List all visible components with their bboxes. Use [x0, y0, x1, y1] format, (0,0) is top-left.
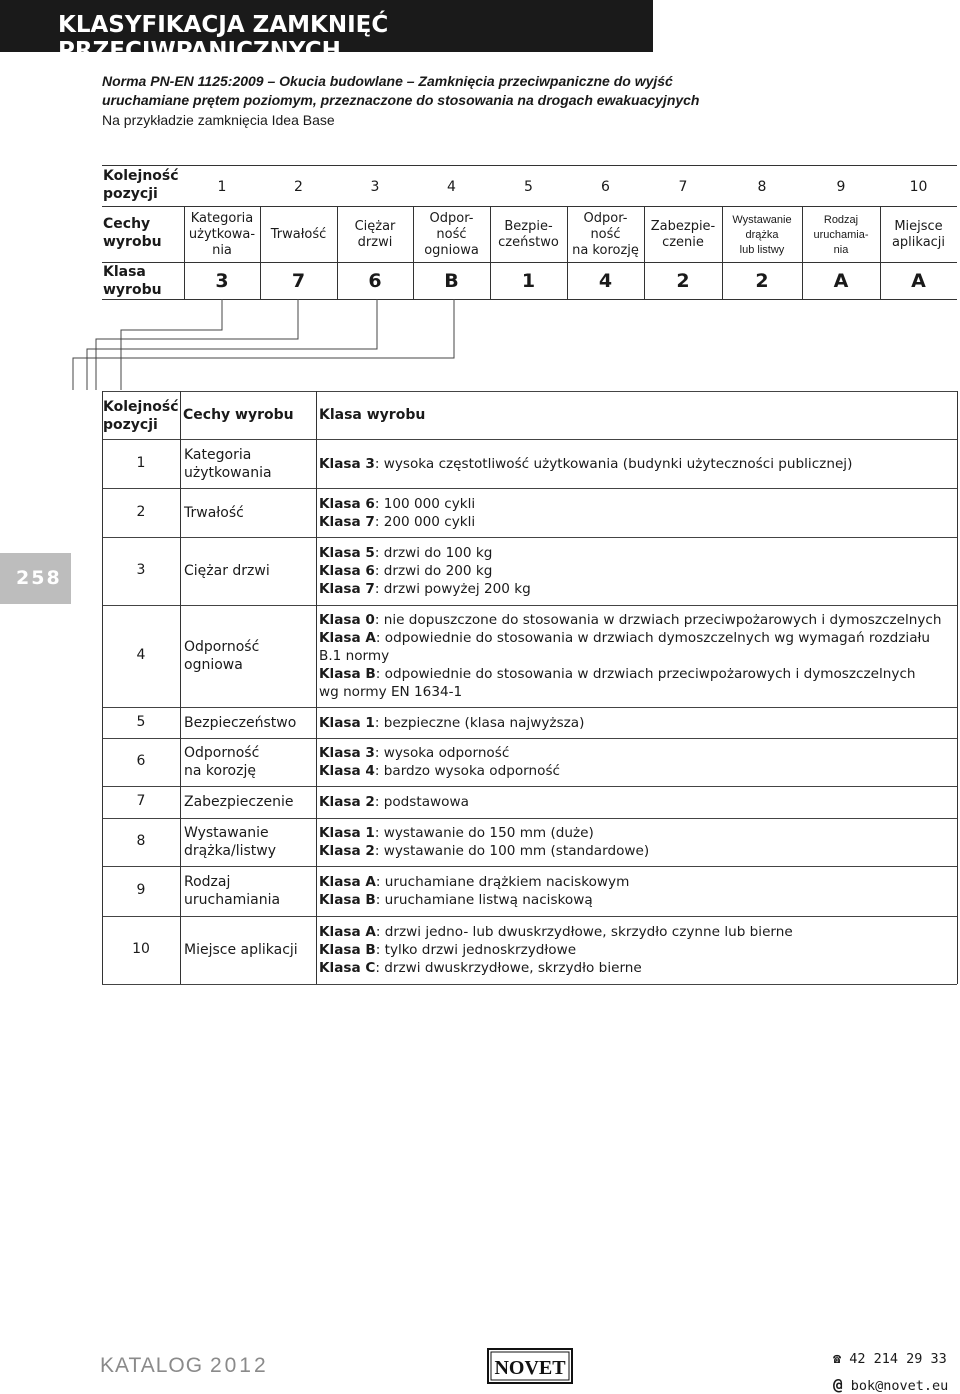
class-label: Klasa 2: [319, 843, 375, 859]
class-text: : nie dopuszczone do stosowania w drzwiach przeciwpożarowych i dymoszczelnych: [374, 612, 942, 628]
row-feature: [184, 638, 314, 674]
class-line: [319, 580, 531, 598]
feature-line: drążka/listwy: [184, 843, 277, 859]
class-text: : drzwi powyżej 200 kg: [374, 581, 531, 597]
class-label: Klasa 3: [319, 745, 375, 761]
class-label: Klasa A: [319, 630, 376, 646]
catalog-label: KATALOG: [100, 1354, 204, 1377]
feature-line: Miejsce aplikacji: [184, 942, 298, 958]
feature-line: ogniowa: [184, 657, 243, 673]
class-line: [319, 665, 941, 683]
row-class-description: [319, 455, 852, 473]
class-label: Klasa 4: [319, 763, 375, 779]
class-label: Klasa 2: [319, 794, 375, 810]
class-text: : tylko drzwi jednoskrzydłowe: [375, 942, 577, 958]
class-text: : uruchamiane drążkiem naciskowym: [375, 874, 630, 890]
row-class-description: [319, 495, 475, 531]
class-value: B: [444, 270, 459, 292]
class-line: [319, 455, 852, 473]
footer-email[interactable]: [833, 1375, 948, 1394]
class-value: 7: [291, 270, 306, 292]
feature-line: lub listwy: [739, 243, 785, 256]
class-text: : uruchamiane listwą naciskową: [375, 892, 593, 908]
class-value: 2: [676, 270, 690, 292]
header-klasa: Klasa wyrobu: [319, 407, 426, 423]
row-class-description: [319, 744, 560, 780]
feature-line: Ciężar drzwi: [184, 563, 270, 579]
class-value: 4: [598, 270, 613, 292]
class-text: : wysoka częstotliwość użytkowania (budynki użyteczności publicznej): [374, 455, 853, 472]
class-text: : drzwi do 200 kg: [374, 563, 493, 579]
feature-line: nia: [833, 243, 849, 256]
feature-line: Rodzaj: [823, 213, 859, 226]
page-number-tab: [0, 553, 71, 604]
class-line: [319, 762, 560, 780]
class-text: : wystawanie do 150 mm (duże): [374, 825, 594, 841]
position-number: 10: [909, 179, 928, 195]
class-line: [319, 495, 475, 513]
feature-line: uruchamia-: [813, 228, 869, 241]
feature-line: aplikacji: [891, 235, 946, 250]
feature-line: uruchamiania: [184, 892, 281, 908]
class-line: [319, 513, 475, 531]
class-text: : drzwi do 100 kg: [374, 545, 493, 561]
class-label: Klasa 6: [319, 495, 375, 512]
feature-line: czenie: [662, 235, 704, 250]
header-kolejnosc: Kolejność pozycji: [103, 399, 179, 433]
phone-number: 42 214 29 33: [849, 1351, 947, 1367]
row-class-description: [319, 793, 469, 811]
class-text: : odpowiednie do stosowania w drzwiach dymoszczelnych wg wymagań rozdziału: [375, 630, 931, 646]
class-line: [319, 923, 793, 941]
row-feature: [184, 446, 314, 482]
row-feature: [184, 562, 314, 580]
row-class-description: [319, 923, 793, 977]
row-number: 4: [136, 647, 146, 663]
class-line: [319, 647, 941, 665]
feature-line: Rodzaj: [184, 874, 231, 890]
norm-line-2: uruchamiane prętem poziomym, przeznaczone do stosowania na drogach ewakuacyjnych: [102, 92, 700, 108]
feature-line: Ciężar: [354, 219, 396, 234]
footer-catalog: [100, 1354, 269, 1378]
class-line: [319, 824, 649, 842]
top-label-kolejnosc: Kolejność pozycji: [103, 168, 179, 202]
class-label: Klasa 5: [319, 545, 375, 561]
feature-line: użytkowania: [184, 464, 272, 481]
class-value: A: [833, 270, 849, 292]
class-value: 2: [755, 270, 769, 292]
class-label: Klasa 7: [319, 513, 375, 530]
class-text: B.1 normy: [319, 648, 390, 664]
feature-line: ność: [436, 227, 467, 242]
at-icon: @: [833, 1375, 843, 1394]
feature-line: Odpor-: [429, 211, 474, 226]
class-label: Klasa 0: [319, 612, 375, 628]
row-number: 3: [136, 562, 146, 578]
feature-line: Bezpieczeństwo: [184, 714, 297, 731]
class-value: 1: [521, 270, 536, 292]
row-number: 7: [136, 793, 146, 809]
page-number: 258: [16, 567, 62, 589]
class-line: [319, 941, 793, 959]
class-label: Klasa A: [319, 924, 376, 940]
feature-line: drążka: [745, 228, 779, 241]
feature-line: Zabezpieczenie: [184, 794, 294, 810]
row-number: 10: [132, 941, 150, 957]
feature-line: Odpor-: [583, 211, 628, 226]
row-feature: [184, 744, 314, 780]
class-line: [319, 744, 560, 762]
position-number: 6: [601, 179, 610, 195]
feature-line: Kategoria: [184, 446, 252, 463]
feature-line: Odporność: [184, 745, 260, 761]
feature-line: Wystawanie: [184, 825, 269, 841]
row-feature: [184, 714, 314, 732]
row-class-description: [319, 611, 941, 701]
row-number: 1: [136, 454, 146, 471]
feature-line: Wystawanie: [732, 213, 792, 226]
row-feature: [184, 504, 314, 522]
feature-line: Kategoria: [190, 211, 254, 226]
norm-line-1: Norma PN-EN 1125:2009 – Okucia budowlane – Zamknięcia przeciwpaniczne do wyjść: [102, 73, 673, 89]
class-text: : 100 000 cykli: [374, 495, 476, 512]
feature-line: Zabezpie-: [650, 219, 716, 234]
class-text: : odpowiednie do stosowania w drzwiach przeciwpożarowych i dymoszczelnych: [375, 666, 916, 682]
class-text: : wystawanie do 100 mm (standardowe): [374, 843, 650, 859]
position-number: 4: [447, 179, 456, 195]
row-class-description: [319, 714, 584, 732]
footer-phone: [833, 1351, 947, 1367]
top-label-cechy: Cechy wyrobu: [103, 216, 162, 250]
class-text: wg normy EN 1634-1: [319, 684, 463, 700]
page-title: KLASYFIKACJA ZAMKNIĘĆ PRZECIWPANICZNYCH: [58, 12, 389, 64]
catalog-year: 2012: [209, 1354, 269, 1377]
novet-logo-graphic: [487, 1348, 573, 1384]
position-number: 8: [757, 179, 767, 195]
class-label: Klasa B: [319, 892, 376, 908]
feature-line: Bezpie-: [504, 219, 553, 234]
row-class-description: [319, 873, 629, 909]
class-label: Klasa C: [319, 960, 376, 976]
feature-line: czeństwo: [498, 235, 559, 250]
class-line: [319, 683, 941, 701]
row-class-description: [319, 824, 649, 860]
class-line: [319, 544, 531, 562]
position-number: 7: [678, 179, 688, 195]
feature-line: Miejsce: [894, 219, 943, 234]
class-line: [319, 714, 584, 732]
class-line: [319, 842, 649, 860]
row-number: 8: [136, 833, 146, 849]
class-text: : 200 000 cykli: [374, 513, 476, 530]
feature-line: Trwałość: [184, 504, 244, 521]
row-number: 2: [136, 503, 146, 520]
feature-line: Odporność: [184, 639, 260, 655]
novet-logo: [487, 1348, 573, 1384]
class-value: 3: [215, 270, 229, 292]
row-feature: [184, 793, 314, 811]
norm-example: Na przykładzie zamknięcia Idea Base: [102, 112, 335, 128]
row-number: 9: [136, 882, 146, 898]
class-line: [319, 891, 629, 909]
position-number: 9: [836, 179, 846, 195]
class-text: : podstawowa: [374, 794, 469, 810]
row-feature: [184, 824, 314, 860]
class-value: 6: [368, 270, 382, 292]
class-label: Klasa 1: [319, 714, 375, 731]
position-number: 2: [294, 179, 303, 195]
class-label: Klasa 1: [319, 825, 375, 841]
class-line: [319, 793, 469, 811]
class-label: Klasa B: [319, 666, 376, 682]
feature-line: na korozję: [184, 763, 256, 779]
email-address[interactable]: bok@novet.eu: [850, 1378, 949, 1394]
phone-icon: ☎: [833, 1351, 842, 1367]
header-cechy: Cechy wyrobu: [183, 407, 294, 423]
logo-text: NOVET: [494, 1357, 566, 1379]
row-number: 5: [136, 713, 146, 730]
position-number: 5: [524, 179, 533, 195]
position-number: 3: [370, 179, 380, 195]
class-text: : drzwi jedno- lub dwuskrzydłowe, skrzydło czynne lub bierne: [375, 924, 793, 940]
class-line: [319, 959, 793, 977]
feature-line: na korozję: [572, 243, 639, 258]
class-line: [319, 562, 531, 580]
class-label: Klasa 7: [319, 581, 375, 597]
class-label: Klasa 6: [319, 563, 375, 579]
top-label-klasa: Klasa wyrobu: [103, 264, 162, 298]
row-feature: [184, 941, 314, 959]
feature-line: nia: [212, 243, 232, 258]
row-feature: [184, 873, 314, 909]
class-line: [319, 611, 941, 629]
class-line: [319, 629, 941, 647]
feature-line: drzwi: [357, 235, 393, 250]
class-line: [319, 873, 629, 891]
feature-line: Trwałość: [270, 227, 327, 242]
class-text: : drzwi dwuskrzydłowe, skrzydło bierne: [375, 960, 642, 976]
position-number: 1: [217, 179, 227, 195]
class-label: Klasa 3: [319, 455, 375, 472]
class-text: : bardzo wysoka odporność: [374, 763, 561, 779]
class-value: A: [911, 270, 926, 292]
feature-line: użytkowa-: [188, 227, 256, 242]
row-number: 6: [136, 753, 146, 769]
row-class-description: [319, 544, 531, 598]
feature-line: ność: [590, 227, 621, 242]
class-text: : bezpieczne (klasa najwyższa): [374, 714, 585, 731]
class-label: Klasa A: [319, 874, 376, 890]
class-text: : wysoka odporność: [374, 745, 510, 761]
feature-line: ogniowa: [424, 243, 479, 258]
class-label: Klasa B: [319, 942, 376, 958]
